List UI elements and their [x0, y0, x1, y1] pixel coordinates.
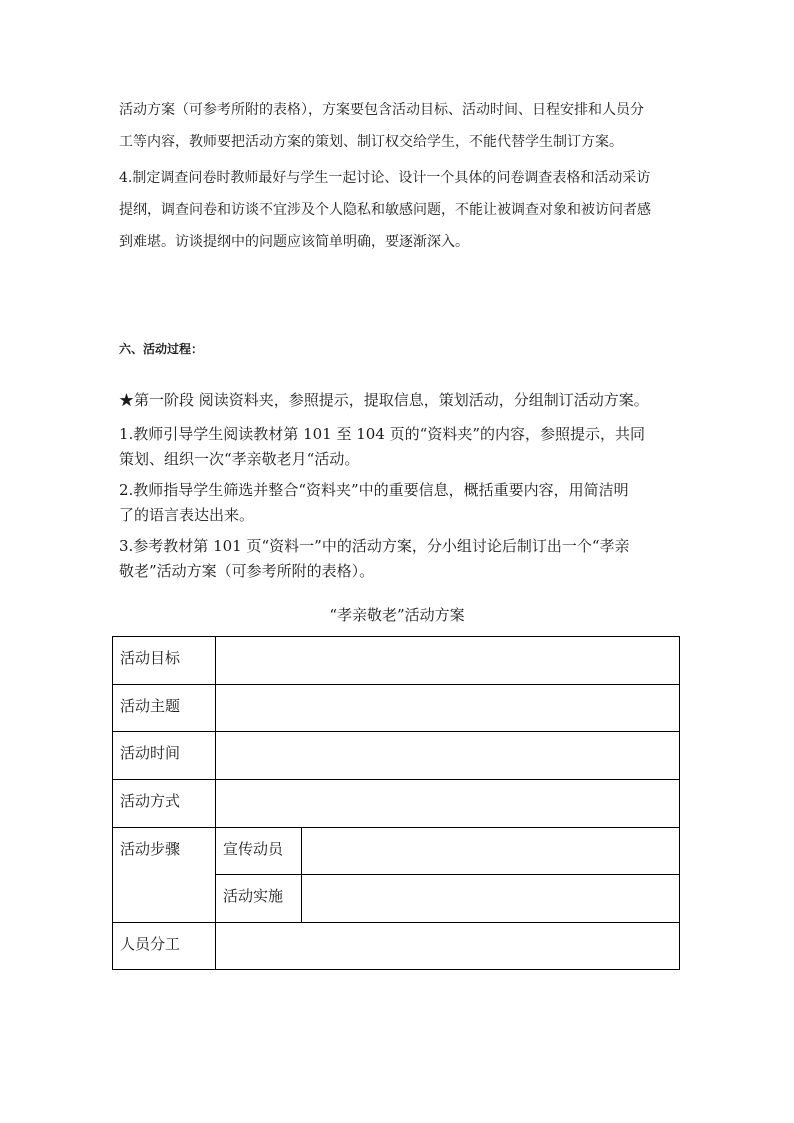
table-row	[113, 685, 680, 732]
note-paragraph-4-line-3: 到难堪。访谈提纲中的问题应该简单明确，要逐渐深入。	[119, 234, 469, 250]
step-1-line-2: 策划、组织一次“孝亲敬老月“活动。	[119, 450, 360, 468]
staff-value-cell[interactable]	[216, 923, 680, 970]
table-row	[113, 780, 680, 828]
goal-value-cell[interactable]	[216, 637, 680, 685]
step-3-line-2: 敬老”活动方案（可参考所附的表格）。	[119, 562, 375, 580]
theme-value-cell[interactable]	[216, 685, 680, 732]
table-row	[113, 732, 680, 780]
table-caption: “孝亲敬老”活动方案	[329, 606, 465, 624]
step-2-line-1: 2.教师指导学生筛选并整合“资料夹”中的重要信息，概括重要内容，用简洁明	[119, 481, 629, 499]
section-heading: 六、活动过程：	[119, 342, 204, 356]
step-3-line-1: 3.参考教材第 101 页“资料一”中的活动方案，分小组讨论后制订出一个“孝亲	[119, 537, 630, 555]
table-row	[113, 637, 680, 685]
note-paragraph-4-line-2: 提纲，调查问卷和访谈不宜涉及个人隐私和敏感问题，不能让被调查对象和被访问者感	[119, 202, 651, 218]
note-paragraph-3-line-1: 活动方案（可参考所附的表格），方案要包含活动目标、活动时间、日程安排和人员分	[119, 102, 644, 118]
row-label-theme: 活动主题	[113, 685, 216, 732]
step-2-line-2: 了的语言表达出来。	[119, 506, 255, 524]
row-label-goal: 活动目标	[113, 637, 216, 685]
step-1-line-1: 1.教师引导学生阅读教材第 101 至 104 页的“资料夹”的内容，参照提示，共同	[119, 425, 645, 443]
steps-sub-implementation-label: 活动实施	[216, 875, 302, 923]
note-paragraph-3-line-2: 工等内容，教师要把活动方案的策划、制订权交给学生，不能代替学生制订方案。	[119, 134, 623, 150]
publicity-value-cell[interactable]	[302, 828, 680, 875]
table-row	[113, 923, 680, 970]
row-label-staff: 人员分工	[113, 923, 216, 970]
time-value-cell[interactable]	[216, 732, 680, 780]
row-label-method: 活动方式	[113, 780, 216, 828]
note-paragraph-4-line-1: 4.制定调查问卷时教师最好与学生一起讨论、设计一个具体的问卷调查表格和活动采访	[119, 170, 651, 186]
row-label-time: 活动时间	[113, 732, 216, 780]
steps-sub-publicity-label: 宣传动员	[216, 828, 302, 875]
implementation-value-cell[interactable]	[302, 875, 680, 923]
table-row	[113, 828, 680, 875]
activity-plan-table	[112, 636, 680, 970]
stage-1-title: ★第一阶段 阅读资料夹，参照提示，提取信息，策划活动，分组制订活动方案。	[119, 391, 649, 409]
row-label-steps: 活动步骤	[113, 828, 216, 923]
method-value-cell[interactable]	[216, 780, 680, 828]
